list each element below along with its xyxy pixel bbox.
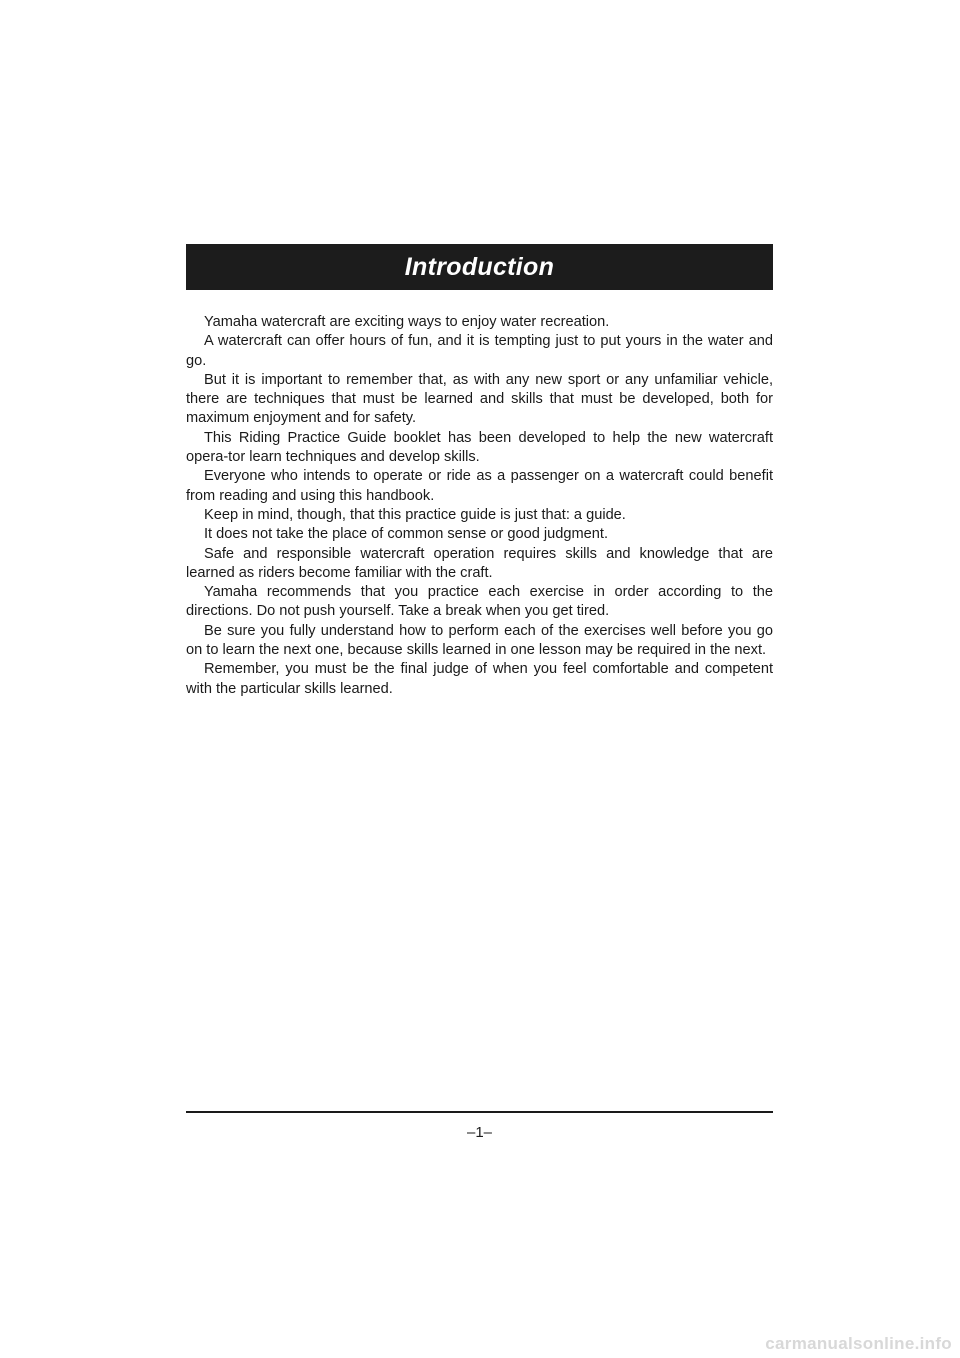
paragraph: Keep in mind, though, that this practice guide is just that: a guide. [204, 506, 626, 523]
paragraph: Yamaha watercraft are exciting ways to enjoy water recreation. [204, 314, 610, 330]
paragraph: But it is important to remember that, as with any new sport or any unfamiliar vehicle, there are techniques that must be learned and skills that must be developed, both for maximum enjoyment and for safety. [186, 371, 773, 427]
page-number: –1– [466, 1124, 493, 1141]
body-text [186, 313, 773, 699]
paragraph: It does not take the place of common sense or good judgment. [204, 526, 609, 543]
footer-divider [186, 1111, 773, 1113]
section-title: Introduction [404, 252, 555, 281]
paragraph: Everyone who intends to operate or ride as a passenger on a watercraft could benefit from reading and using this handbook. [186, 468, 773, 504]
paragraph: Remember, you must be the final judge of when you feel comfortable and competent with the particular skills learned. [186, 661, 773, 697]
paragraph: A watercraft can offer hours of fun, and it is tempting just to put yours in the water and go. [186, 333, 773, 369]
watermark: carmanualsonline.info [765, 1334, 952, 1353]
paragraph: Be sure you fully understand how to perform each of the exercises well before you go on to learn the next one, because skills learned in one lesson may be required in the next. [186, 622, 773, 659]
paragraph: This Riding Practice Guide booklet has been developed to help the new watercraft opera-tor learn techniques and develop skills. [186, 429, 773, 466]
section-title-bar [186, 244, 773, 290]
paragraph: Safe and responsible watercraft operation requires skills and knowledge that are learned as riders become familiar with the craft. [186, 545, 773, 581]
paragraph: Yamaha recommends that you practice each exercise in order according to the directions. Do not push yourself. Take a break when you get tired. [186, 584, 773, 620]
